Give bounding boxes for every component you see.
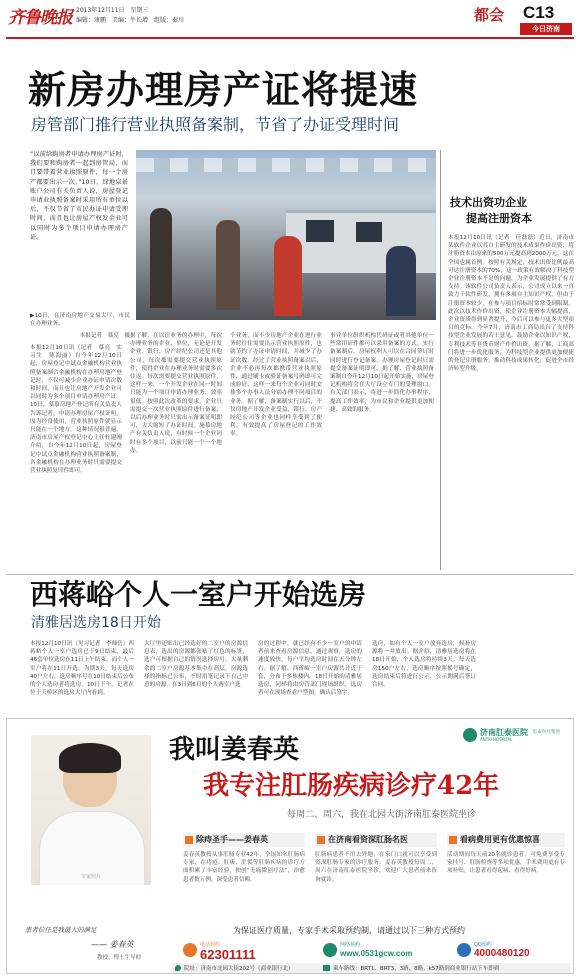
photo-person-center bbox=[216, 220, 240, 310]
ad-col2-body: 肛肠病患者不用去外地，在家门口就可以享受到资深肛肠专家的诊疗服务。姜春英教授每周二、周六在济南肛泰医院坐诊，欢迎广大患者前来咨询就诊。 bbox=[315, 852, 437, 883]
ad-col3-icon bbox=[449, 836, 457, 844]
contact1-label: 电话预约 bbox=[200, 942, 221, 948]
hospital-logo bbox=[463, 727, 565, 745]
article1-body-col4: 事业单位组织机构代码证或者其他单位一些常用证件都可以采用备案的方式。实行备案制后，房屋权利人可以在合同签订时同时进行登记备案，办理房屋登记时只需提交备案证明即可。据了解，营业执照备案制自今年12月10日起开始实施，房屋登记机构将会在大厅设立专门的受理窗口。有关部门表示，将进一步简化办事程序，提高工作效率，为市民和企业提供更加便捷、高效的服务。 bbox=[330, 333, 434, 413]
ad-quote: 患者信任是我最大的满足 bbox=[25, 926, 97, 934]
article2-body-col1: 本报12月10日讯（见习记者 李师岳）西蒋峪个人一室户选房已于9日结束，最后46套单位选房在11日上午结束。而个人一室户将在11日开选，为期3天，每天选房40户左右，选房顺序号在10日结束后公布的个人选房者将选房。10日下午，记者在位于天桥区的选房大厅内看到。 bbox=[30, 641, 134, 697]
photo-monitor bbox=[306, 220, 334, 242]
side-article-rule bbox=[440, 150, 441, 570]
masthead bbox=[0, 0, 580, 38]
ad-col-3 bbox=[447, 833, 565, 925]
hospital-sub: ANTAI HOSPITAL bbox=[480, 737, 513, 742]
ad-bus: 乘车路线：BRT1、BRT3、3路、8路、k57路到商业银行站下车即到 bbox=[333, 966, 500, 972]
article1-body-col2: 据了解，在以往业务的办理中，每次办理业务的企业、单位，无论是开发企业、银行、房产经纪公司还是其他公司，每次都需要提交营业执照原件，使得企业在办理业务时需要多次往返。每次需要提交营业执照原件，这样一来，一个开发企业在同一时间只能为一个项目申请办理业务，效率很低。按照此次改革的要求，企业只需提交一次营业执照原件进行备案，以后办理业务时只需出示备案证明即可，大大缩短了办证时间。施慕房地产有关负责人说，有时候一个企业同时有多个项目，以前只能一个一个地办。 bbox=[130, 333, 222, 454]
ad-col2-header bbox=[315, 833, 437, 847]
photo-label: 专家照片 bbox=[80, 874, 101, 880]
photo-caption bbox=[30, 312, 130, 340]
location-icon bbox=[175, 965, 181, 971]
hospital-name: 济南肛泰医院 bbox=[480, 728, 528, 737]
ad-address: 院址：济南市北园大街202号（商业银行北） bbox=[184, 966, 294, 972]
ad-col1-body: 姜春英教授从事肛肠专业42年，全国知名肛肠病专家，在痔疮、肛瘘、肛裂等肛肠疾病的诊疗方面积累了丰富经验，独创“无痛微创疗法”，治愈患者数万例，深受患者信赖。 bbox=[183, 852, 305, 883]
contact3-value: 4000480120 bbox=[474, 948, 530, 959]
contact2-value: www.0531gcw.com bbox=[340, 949, 413, 958]
side-headline-1: 技术出资功企业 bbox=[450, 196, 527, 209]
qq-icon bbox=[457, 943, 471, 957]
doctor-photo bbox=[31, 735, 151, 885]
side-article-body: 本报12月10日讯（记者 任磊磊）近日，济南市某软件企业以其自主研发的技术成果作价出资，将注册资本由原来的500万元提高到2000万元，这在全国也属首例。按照有关规定，技术出资比例最高可达注册资本的70%，这一政策有效解决了科技型企业注册资本不足的问题，为企业发展提供了有力支持。该软件公司负责人表示，公司成立以来一直致力于软件研发，拥有多项自主知识产权，但由于注册资本较少，在参与项目招标时常常受到限制。此次以技术作价出资，使企业注册资本大幅提高，企业资质得到显著提升，今后可以参与更多大型项目的竞标。今年7月，济南市工商局出台了支持科技型企业发展的若干意见，鼓励企业以知识产权、专利技术等非货币财产作价出资。据了解，工商部门将进一步优化服务，为科技型企业提供更加便捷的登记注册服务，推动科技成果转化，促进全市经济转型升级。 bbox=[448, 235, 574, 373]
page-number: C13 bbox=[523, 3, 555, 22]
photo-person-right bbox=[386, 246, 416, 316]
ad-block bbox=[6, 718, 574, 974]
globe-icon bbox=[323, 943, 337, 957]
editors-line: 编辑：康鹏 美编：牛长增 组版：秦川 bbox=[76, 17, 185, 24]
article1-summary: “以前给购房者申请办理房产证时，我们要和购房者一起到房管局，而且要带着营业执照原件，每一个房产都要出示一次。”10日，绿地泉景账户公司有关负责人说，房屋登记申请业执照备案时采用所有单位以后，不仅节省了市民办证申请受理时间，而且也让房屋产权发金业可以同时为多个项目申请办理房产证。 bbox=[30, 151, 128, 241]
section-divider bbox=[6, 574, 574, 575]
contact-phone[interactable] bbox=[183, 941, 311, 961]
article1-headline: 新房办理房产证将提速 bbox=[28, 67, 419, 112]
ad-headline-1: 我叫姜春英 bbox=[169, 735, 300, 765]
contact-qq[interactable] bbox=[457, 941, 565, 961]
contact2-label: 网络预约 bbox=[340, 942, 361, 948]
masthead-rule bbox=[6, 37, 574, 39]
article1-subhead: 房管部门推行营业执照备案制，节省了办证受理时间 bbox=[31, 115, 400, 134]
ad-col2-icon bbox=[317, 836, 325, 844]
ad-col1-title: 除痔圣手——姜春英 bbox=[196, 835, 268, 844]
ad-footer-line: 为保证医疗质量，专家手术采取预约制，请通过以下三种方式预约 bbox=[233, 926, 465, 935]
section-name: 都会 bbox=[474, 6, 505, 24]
newspaper-logo: 齐鲁晚报 bbox=[8, 8, 72, 28]
ad-col-1 bbox=[183, 833, 305, 925]
article2-body-col4: 选房，如有个人一室户放弃选房，候补房源将一并放出。据介绍，清雅居选房将在18日开始，个人选房将持续3天，每天选房150户左右，选房顺序按照摇号确定，选房结束后将进行公示，公示期满后签订合同。 bbox=[372, 641, 476, 689]
photo-credit: 本报记者 慕亮 摄 bbox=[79, 333, 130, 339]
ad-col2-title: 在济南看资深肛肠名医 bbox=[328, 835, 408, 844]
article2-body-col2: 大厅里还贴出已经选好的二室户的房源信息表，选出的房源都张贴了红色的标签，选户可根据自己的情况选择房号，大量剩余的二室户房源基本集中在高层，房源选择的指标已公布，不时用笔记录下自己中意的房源。在3日到6日的个人两室户选 bbox=[144, 641, 248, 689]
contact1-value: 62301111 bbox=[200, 947, 256, 962]
article2-headline: 西蒋峪个人一室户开始选房 bbox=[30, 578, 367, 611]
photo-person-red bbox=[274, 236, 302, 316]
side-article bbox=[444, 150, 576, 570]
article1-body-col1: 本报12月10日讯（记者 慕亮 实习生 陈海丽）自今年12月10日起，房屋登记中试点金融机构营业执照备案制合金融机构在办理房地产登记时，不仅可减少企业办证申请次数和时间，而且也让房地产开发企业可以同时为多个项目申请办理房产证。10日，慕慕房地产登记所有关负责人告诉记者，申请办理房屋产权证明，因为经常使用，营业执照原件就显示只能在一个地方。这种情况很普遍。济南市房屋产权登记中心主任杜建刚介绍，自今年12月10日起，房屋登记中试点金融机构营业执照备案制，各金融机构在办理业务时只需要提交营业执照复印件即可。 bbox=[30, 345, 122, 475]
doctor-hair bbox=[59, 743, 121, 773]
subsection-badge: 今日济南 bbox=[520, 23, 572, 35]
photo-monitor-2 bbox=[356, 222, 382, 242]
ad-col3-header bbox=[447, 833, 565, 847]
article1-body-col3: 个业务，而不少房地产企业在进行业务时往往需要出示营业执照原件，也就节约了办证申请时间，并减少了办证次数。经过了营业执照备案以后，企业不必再每次都携带营业执照原件，通过刷卡或验证备案号码即可完成验证，这样一来每个企业可同时安排多个办事人员分别办理不同项目的业务。据了解，备案制实行以后，不仅房地产开发企业受益，银行、房产经纪公司等企业也同样享受到了便利，有效提高了房屋登记的工作效率。 bbox=[230, 333, 322, 438]
ad-col3-title: 看病费用更有优惠惊喜 bbox=[460, 835, 540, 844]
contact3-label: QQ预约 bbox=[474, 942, 492, 948]
hospital-tag: 肛泰医疗集团 bbox=[533, 730, 560, 735]
ad-col1-icon bbox=[185, 836, 193, 844]
ad-col1-header bbox=[183, 833, 305, 847]
photo-person-left bbox=[150, 208, 172, 308]
hospital-logo-icon bbox=[463, 728, 477, 742]
phone-icon bbox=[183, 943, 197, 957]
photo-caption-text: ▶10日，在济南房地产交易大厅，市民在办理业务。 bbox=[30, 313, 130, 327]
doctor-signature: —— 姜春英 bbox=[91, 940, 134, 949]
ad-col3-body: 活动期间每天前20名就诊患者，可免费享受专家挂号、肛肠检查等多项优惠，手术费用更有专项补贴，让患者看得起病、看得好病。 bbox=[447, 852, 565, 875]
side-headline-2: 提高注册资本 bbox=[466, 212, 532, 225]
photo-ceiling-lights bbox=[136, 158, 436, 172]
contact-web[interactable] bbox=[323, 941, 443, 961]
date-line: 2013年12月11日 星期三 bbox=[76, 7, 149, 14]
ad-headline-2: 我专注肛肠疾病诊疗42年 bbox=[203, 771, 500, 801]
article2-body-col3: 房的过程中，就已经有不少一室户的申请者前来查看房源信息，通过观察，选房的速度较快，每户平均选房时间在五分钟左右。据了解，西蒋峪一室户房源共计近千套，分布于多栋楼内。18日开始的清雅居选房，同样将由房管部门现场组织，选房者可在现场查看户型图，确认后签字。 bbox=[258, 641, 362, 697]
bus-icon bbox=[323, 965, 330, 971]
article2-subhead: 清雅居选房18日开始 bbox=[31, 615, 161, 631]
doctor-title: 教授、博士生导师 bbox=[97, 955, 142, 961]
ad-address-bar bbox=[171, 963, 571, 973]
ad-schedule: 每周二、周六，我在北园大街济南肛泰医院坐诊 bbox=[287, 810, 477, 820]
ad-col-2 bbox=[315, 833, 437, 925]
news-photo bbox=[136, 150, 436, 320]
